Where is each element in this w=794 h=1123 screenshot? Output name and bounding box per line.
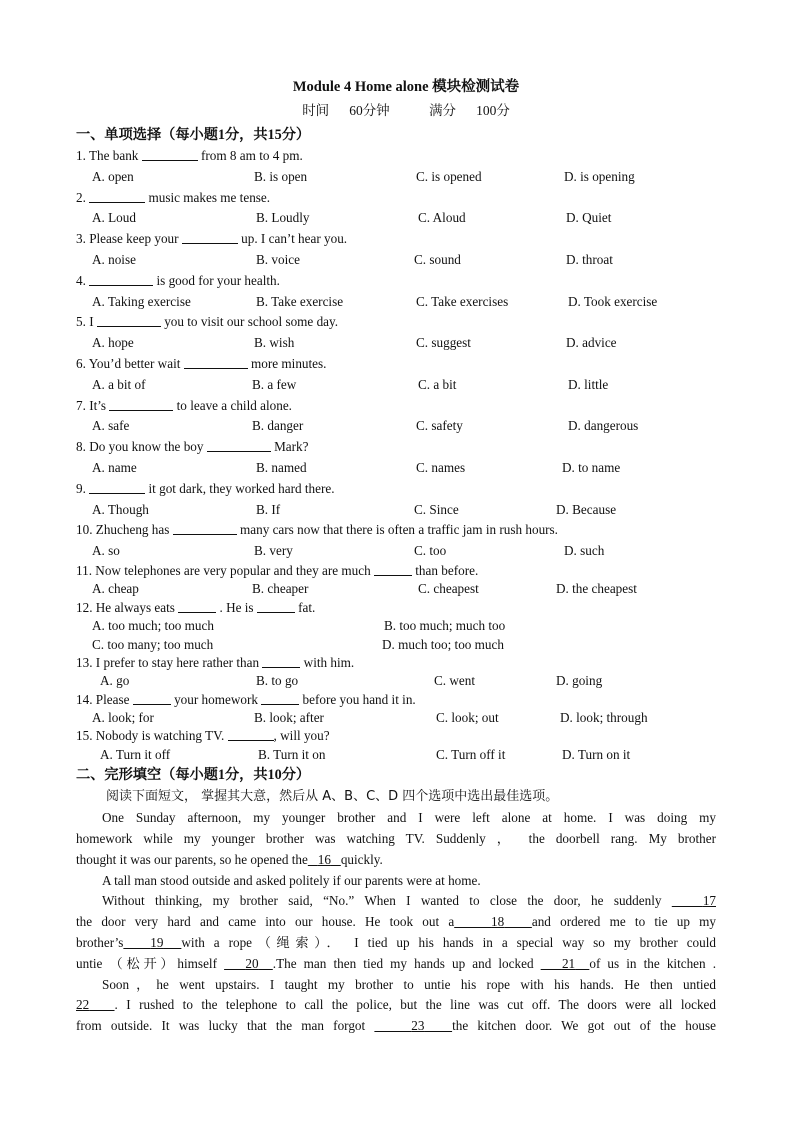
option-b[interactable]: B. Loudly — [256, 210, 310, 226]
time-value: 60分钟 — [349, 103, 390, 118]
option-a[interactable]: A. look; for — [92, 710, 154, 726]
question-options — [76, 375, 716, 396]
cloze-blank-20[interactable]: 20 — [245, 955, 259, 971]
question-stem: 5. I you to visit our school some day. — [76, 314, 339, 330]
answer-blank[interactable] — [228, 727, 274, 741]
answer-blank[interactable] — [89, 480, 145, 494]
question-stem: 9. it got dark, they worked hard there. — [76, 480, 335, 496]
option-d[interactable]: D. Took exercise — [568, 293, 658, 309]
exam-meta — [96, 98, 716, 124]
question-options — [76, 500, 716, 521]
answer-blank[interactable] — [142, 147, 198, 161]
option-d[interactable]: D. the cheapest — [556, 581, 637, 597]
passage-line: thought it was our parents, so he opened the 16 quickly. — [76, 851, 383, 867]
question-stem: 11. Now telephones are very popular and they are much than before. — [76, 562, 479, 578]
option-c[interactable]: C. Turn off it — [436, 746, 506, 762]
option-b[interactable]: B. cheaper — [252, 581, 309, 597]
answer-blank[interactable] — [374, 562, 412, 576]
cloze-blank-19[interactable]: 19 — [150, 935, 164, 951]
option-a[interactable]: A. Turn it off — [100, 746, 171, 762]
option-b[interactable]: B. too much; much too — [384, 618, 506, 634]
passage-line: Without thinking, my brother said, “No.” When I wanted to close the door, he suddenly 17 — [102, 893, 716, 909]
option-a[interactable]: A. a bit of — [92, 376, 146, 392]
question-stem: 7. It’s to leave a child alone. — [76, 397, 292, 413]
option-a[interactable]: A. go — [100, 673, 130, 689]
page-title: Module 4 Home alone 模块检测试卷 — [292, 79, 520, 95]
answer-blank[interactable] — [257, 599, 295, 613]
score-value: 100分 — [476, 103, 510, 118]
question-stem: 1. The bank from 8 am to 4 pm. — [76, 148, 303, 163]
option-d[interactable]: D. such — [564, 543, 605, 559]
option-c[interactable]: C. safety — [416, 418, 463, 434]
question-stem: 8. Do you know the boy Mark? — [76, 439, 309, 455]
section-1-heading: 一、单项选择（每小题1分，共15分） — [76, 127, 311, 143]
option-b[interactable]: B. danger — [252, 418, 304, 434]
option-b[interactable]: B. very — [254, 543, 293, 559]
option-d[interactable]: D. dangerous — [568, 418, 639, 434]
option-d[interactable]: D. little — [568, 376, 609, 392]
answer-blank[interactable] — [178, 599, 216, 613]
question-options — [76, 709, 716, 727]
cloze-blank-16[interactable]: 16 — [317, 851, 331, 867]
option-b[interactable]: B. If — [256, 501, 281, 517]
question-list — [76, 146, 716, 764]
passage-line: brother’s 19 with a rope（绳索）． I tied up his hands in a special way so my brother could — [76, 935, 716, 951]
answer-blank[interactable] — [173, 521, 237, 535]
question-options — [76, 208, 716, 229]
section-2-heading: 二、完形填空（每小题1分，共10分） — [76, 767, 311, 784]
option-c[interactable]: C. too — [414, 543, 447, 559]
option-c[interactable]: C. went — [434, 673, 476, 689]
question-options — [76, 250, 716, 271]
option-a[interactable]: A. name — [92, 459, 137, 475]
option-d[interactable]: D. going — [556, 673, 603, 689]
option-c[interactable]: C. is opened — [416, 168, 482, 184]
score-label: 满分 — [429, 103, 457, 118]
question-stem: 3. Please keep your up. I can’t hear you. — [76, 231, 348, 247]
question-stem: 2. music makes me tense. — [76, 189, 271, 205]
option-c[interactable]: C. sound — [414, 251, 461, 267]
option-d[interactable]: D. look; through — [560, 710, 648, 726]
option-c[interactable]: C. names — [416, 459, 466, 475]
option-a[interactable]: A. noise — [92, 251, 136, 267]
option-b[interactable]: B. to go — [256, 673, 299, 689]
option-a[interactable]: A. Loud — [92, 210, 136, 226]
question-options — [76, 636, 716, 654]
option-a[interactable]: A. too much; too much — [92, 618, 214, 634]
option-b[interactable]: B. Turn it on — [258, 746, 326, 762]
passage-line: homework while my younger brother was watching TV. Suddenly ， the doorbell rang. My brother — [76, 831, 716, 847]
option-d[interactable]: D. Because — [556, 501, 617, 517]
question-stem: 15. Nobody is watching TV. , will you? — [76, 728, 330, 744]
question-stem: 6. You’d better wait more minutes. — [76, 355, 327, 371]
option-a[interactable]: A. safe — [92, 418, 130, 434]
option-b[interactable]: B. Take exercise — [256, 293, 344, 309]
question-options — [76, 580, 716, 598]
option-d[interactable]: D. Turn on it — [562, 746, 631, 762]
option-a[interactable]: A. so — [92, 543, 120, 559]
option-b[interactable]: B. voice — [256, 251, 300, 267]
option-a[interactable]: A. open — [92, 168, 134, 184]
answer-blank[interactable] — [182, 230, 238, 244]
option-a[interactable]: A. cheap — [92, 581, 139, 597]
cloze-blank-21[interactable]: 21 — [561, 955, 576, 971]
option-d[interactable]: D. much too; too much — [382, 636, 504, 652]
option-c[interactable]: C. Take exercises — [416, 293, 509, 309]
option-b[interactable]: B. a few — [252, 376, 297, 392]
option-b[interactable]: B. wish — [254, 335, 295, 351]
option-d[interactable]: D. to name — [562, 459, 621, 475]
question-options — [76, 672, 716, 690]
option-c[interactable]: C. look; out — [436, 710, 499, 726]
answer-blank[interactable] — [133, 691, 171, 705]
question-options — [76, 746, 716, 764]
option-d[interactable]: D. is opening — [564, 168, 635, 184]
option-c[interactable]: C. Aloud — [418, 210, 466, 226]
option-c[interactable]: C. cheapest — [418, 581, 479, 597]
passage-line: untie （松开）himself 20 .The man then tied my hands up and locked 21 of us in the kitchen . — [76, 955, 716, 971]
exam-page — [76, 76, 716, 1037]
question-stem: 13. I prefer to stay here rather than with him. — [76, 654, 355, 670]
option-b[interactable]: B. look; after — [254, 710, 324, 726]
question-options — [76, 167, 716, 188]
answer-blank[interactable] — [89, 272, 153, 286]
passage-line: A tall man stood outside and asked politely if our parents were at home. — [102, 872, 481, 888]
question-options — [76, 333, 716, 354]
passage-line: One Sunday afternoon, my younger brother and I were left alone at home. I was doing my — [102, 810, 716, 826]
answer-blank[interactable] — [207, 438, 271, 452]
time-label: 时间 — [302, 103, 330, 118]
answer-blank[interactable] — [184, 355, 248, 369]
question-stem: 10. Zhucheng has many cars now that there is often a traffic jam in rush hours. — [76, 522, 558, 538]
option-a[interactable]: A. hope — [92, 335, 134, 351]
passage-line: the door very hard and came into our house. He took out a 18 and ordered me to tie up my — [76, 914, 716, 930]
option-c[interactable]: C. a bit — [418, 376, 457, 392]
option-a[interactable]: A. Though — [92, 501, 149, 517]
option-a[interactable]: A. Taking exercise — [92, 293, 191, 309]
passage-line: Soon，he went upstairs. I taught my brother to untie his rope with his hands. He then untied — [102, 976, 716, 992]
cloze-passage — [76, 808, 716, 1037]
option-b[interactable]: B. named — [256, 459, 307, 475]
option-b[interactable]: B. is open — [254, 168, 308, 184]
option-c[interactable]: C. Since — [414, 501, 459, 517]
question-options — [76, 292, 716, 313]
question-stem: 14. Please your homework before you hand it in. — [76, 691, 416, 707]
option-d[interactable]: D. Quiet — [566, 210, 612, 226]
option-c[interactable]: C. too many; too much — [92, 636, 214, 652]
option-d[interactable]: D. throat — [566, 251, 613, 267]
question-options — [76, 416, 716, 437]
section-2-instruction: 阅读下面短文， 掌握其大意，然后从 A、B、C、D 四个选项中选出最佳选项。 — [106, 789, 559, 805]
option-d[interactable]: D. advice — [566, 335, 617, 351]
answer-blank[interactable] — [109, 397, 173, 411]
cloze-blank-22[interactable]: 22 — [76, 997, 90, 1013]
cloze-blank-23[interactable]: 23 — [411, 1018, 425, 1034]
question-options — [76, 541, 716, 562]
question-stem: 12. He always eats . He is fat. — [76, 599, 316, 615]
cloze-blank-18[interactable]: 18 — [491, 914, 505, 930]
answer-blank[interactable] — [261, 691, 299, 705]
question-options — [76, 458, 716, 479]
passage-line: from outside. It was lucky that the man forgot 23 the kitchen door. We got out of the house — [76, 1018, 716, 1034]
question-stem: 4. is good for your health. — [76, 272, 280, 288]
answer-blank[interactable] — [97, 313, 161, 327]
option-c[interactable]: C. suggest — [416, 335, 471, 351]
cloze-blank-17[interactable]: 17 — [702, 893, 716, 909]
answer-blank[interactable] — [262, 654, 300, 668]
passage-line: 22 . I rushed to the telephone to call the police, but the line was cut off. The doors were all locked — [76, 997, 716, 1013]
answer-blank[interactable] — [89, 189, 145, 203]
question-options — [76, 617, 716, 635]
